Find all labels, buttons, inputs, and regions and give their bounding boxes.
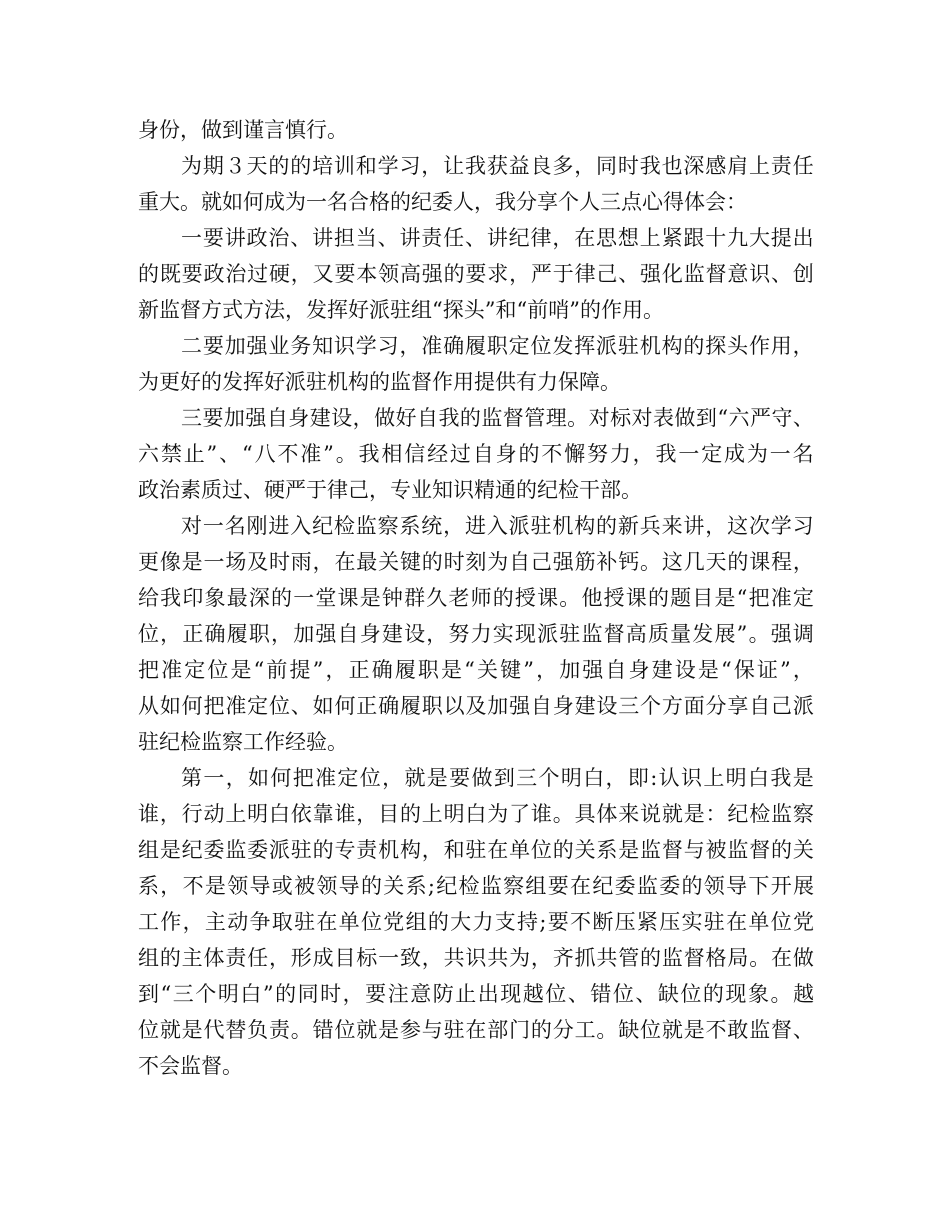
text-line: 更 像 是 一 场 及 时 雨 ， 在 最 关 键 的 时 刻 为 自 己 强 筋 补 钙 。 这 几 天 的 课 程 ， bbox=[138, 550, 814, 574]
text-line: 三 要 加 强 自 身 建 设 ， 做 好 自 我 的 监 督 管 理 。 对 标 对 表 做 到 “ 六 严 守 、 bbox=[181, 406, 814, 430]
text-line: 对 一 名 刚 进 入 纪 检 监 察 系 统 ， 进 入 派 驻 机 构 的 新 兵 来 讲 ， 这 次 学 习 bbox=[181, 514, 814, 538]
text-line: 新监督方式方法，发挥好派驻组“探头”和“前哨”的作用。 bbox=[138, 298, 664, 322]
text-line: 政治素质过、硬严于律己，专业知识精通的纪检干部。 bbox=[138, 478, 642, 502]
text-line: 系 ， 不 是 领 导 或 被 领 导 的 关 系 ; 纪 检 监 察 组 要 在 纪 委 监 委 的 领 导 下 开 展 bbox=[138, 874, 814, 898]
text-line: 重大。就如何成为一名合格的纪委人，我分享个人三点心得体会： bbox=[138, 190, 747, 214]
text-line: 给 我 印 象 最 深 的 一 堂 课 是 钟 群 久 老 师 的 授 课 。 他 授 课 的 题 目 是 “ 把 准 定 bbox=[138, 586, 814, 610]
text-line: 位 就 是 代 替 负 责 。 错 位 就 是 参 与 驻 在 部 门 的 分 工 。 缺 位 就 是 不 敢 监 督 、 bbox=[138, 1018, 814, 1042]
document-body bbox=[138, 112, 814, 1084]
text-line: 位 ， 正 确 履 职 ， 加 强 自 身 建 设 ， 努 力 实 现 派 驻 监 督 高 质 量 发 展 ” 。 强 调 bbox=[138, 622, 814, 646]
text-line: 为更好的发挥好派驻机构的监督作用提供有力保障。 bbox=[138, 370, 621, 394]
text-line: 组 是 纪 委 监 委 派 驻 的 专 责 机 构 ， 和 驻 在 单 位 的 关 系 是 监 督 与 被 监 督 的 关 bbox=[138, 838, 814, 862]
text-line: 到 “ 三 个 明 白 ” 的 同 时 ， 要 注 意 防 止 出 现 越 位 、 错 位 、 缺 位 的 现 象 。 越 bbox=[138, 982, 814, 1006]
text-line: 驻纪检监察工作经验。 bbox=[138, 730, 348, 754]
text-line: 谁 ， 行 动 上 明 白 依 靠 谁 ， 目 的 上 明 白 为 了 谁 。 具 体 来 说 就 是 ： 纪 检 监 察 bbox=[138, 802, 814, 826]
text-line: 一 要 讲 政 治 、 讲 担 当 、 讲 责 任 、 讲 纪 律 ， 在 思 想 上 紧 跟 十 九 大 提 出 bbox=[181, 226, 814, 250]
text-line: 的 既 要 政 治 过 硬 ， 又 要 本 领 高 强 的 要 求 ， 严 于 律 己 、 强 化 监 督 意 识 、 创 bbox=[138, 262, 814, 286]
text-line: 身份，做到谨言慎行。 bbox=[138, 118, 348, 142]
text-line: 从 如 何 把 准 定 位 、 如 何 正 确 履 职 以 及 加 强 自 身 建 设 三 个 方 面 分 享 自 己 派 bbox=[138, 694, 814, 718]
text-line: 二 要 加 强 业 务 知 识 学 习 ， 准 确 履 职 定 位 发 挥 派 驻 机 构 的 探 头 作 用 ， bbox=[181, 334, 814, 358]
text-line: 第 一 ， 如 何 把 准 定 位 ， 就 是 要 做 到 三 个 明 白 ， 即 : 认 识 上 明 白 我 是 bbox=[181, 766, 814, 790]
text-line: 不会监督。 bbox=[138, 1054, 243, 1078]
text-line: 为 期 ３ 天 的 的 培 训 和 学 习 ， 让 我 获 益 良 多 ， 同 时 我 也 深 感 肩 上 责 任 bbox=[181, 154, 814, 178]
text-line: 工 作 ， 主 动 争 取 驻 在 单 位 党 组 的 大 力 支 持 ; 要 不 断 压 紧 压 实 驻 在 单 位 党 bbox=[138, 910, 814, 934]
text-line: 把 准 定 位 是 “ 前 提 ” ， 正 确 履 职 是 “ 关 键 ” ， 加 强 自 身 建 设 是 “ 保 证 ” ， bbox=[138, 658, 814, 682]
text-line: 六 禁 止 ” 、 “ 八 不 准 ” 。 我 相 信 经 过 自 身 的 不 懈 努 力 ， 我 一 定 成 为 一 名 bbox=[138, 442, 814, 466]
text-line: 组 的 主 体 责 任 ， 形 成 目 标 一 致 ， 共 识 共 为 ， 齐 抓 共 管 的 监 督 格 局 。 在 做 bbox=[138, 946, 814, 970]
